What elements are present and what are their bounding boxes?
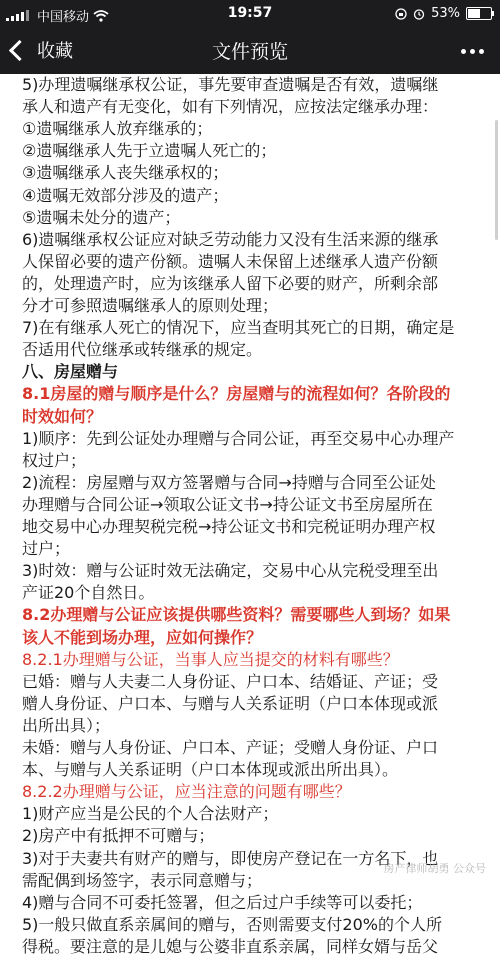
battery-icon <box>466 7 492 20</box>
document-text-line: 权过户； <box>22 450 87 470</box>
document-text-line: ③遗嘱继承人丧失继承权的； <box>22 163 229 183</box>
document-text-line: ④遗嘱无效部分涉及的遗产； <box>22 185 229 205</box>
more-button[interactable] <box>461 49 484 54</box>
document-text-line: ⑤遗嘱未处分的遗产； <box>22 207 181 227</box>
status-bar <box>0 0 500 28</box>
document-text-line: 3)时效：赠与公证时效无法确定，交易中心从完税受理至出 <box>22 561 439 581</box>
status-right <box>395 6 492 21</box>
document-text-line: 的，处理遗产时，应为该继承人留下必要的财产，所剩余部 <box>22 273 439 293</box>
document-text-line: 人保留必要的遗产份额。遗嘱人未保留上述继承人遗产份额 <box>22 251 439 271</box>
section-heading-line: 8.2办理赠与公证应该提供哪些资料？需要哪些人到场？如果 <box>22 605 451 625</box>
section-heading-line: 时效如何？ <box>22 406 103 426</box>
watermark: 房产律师胡勇 公众号 <box>383 862 486 875</box>
document-text-line: 办理赠与合同公证→领取公证文书→持公证文书至房屋所在 <box>22 494 433 514</box>
document-text-line: 3)对于夫妻共有财产的赠与，即使房产登记在一方名下，也 <box>22 848 439 868</box>
lock-rotation-icon <box>395 8 407 20</box>
more-dot-icon <box>461 49 466 54</box>
section-heading-line: 八、房屋赠与 <box>22 362 119 382</box>
document-text-line: 得税。要注意的是儿媳与公婆非直系亲属，同样女婿与岳父 <box>22 936 439 956</box>
carrier-label: 中国移动 <box>37 10 90 25</box>
nav-bar <box>0 28 500 74</box>
section-heading-line: 8.2.2办理赠与公证，应当注意的问题有哪些？ <box>22 782 351 802</box>
document-text-line: 已婚：赠与人夫妻二人身份证、户口本、结婚证、产证；受 <box>22 671 439 691</box>
document-text-line: 2)房产中有抵押不可赠与； <box>22 826 215 846</box>
document-text-line: 1)财产应当是公民的个人合法财产； <box>22 804 279 824</box>
document-text-line: 分才可参照遗嘱继承人的原则处理； <box>22 296 279 315</box>
document-text-line: 未婚：赠与人身份证、户口本、产证；受赠人身份证、户口 <box>22 738 439 757</box>
battery-fill <box>468 9 480 18</box>
more-dot-icon <box>479 49 484 54</box>
document-text-line: 1)顺序：先到公证处办理赠与合同公证，再至交易中心办理产 <box>22 428 455 448</box>
alarm-icon <box>413 8 425 20</box>
document-text-line: ①遗嘱继承人放弃继承的； <box>22 119 213 139</box>
document-text-line: 地交易中心办理契税完税→持公证文书和完税证明办理产权 <box>22 517 436 536</box>
document-text-line: 过户； <box>22 539 71 559</box>
document-text-line: 2)流程：房屋赠与双方签署赠与合同→持赠与合同至公证处 <box>22 472 436 492</box>
document-text-line: 需配偶到场签字，表示同意赠与； <box>22 870 263 890</box>
document-text-line: 5)一般只做直系亲属间的赠与，否则需要支付20%的个人所 <box>22 914 442 934</box>
document-text-line: 6)遗嘱继承权公证应对缺乏劳动能力又没有生活来源的继承 <box>22 229 439 249</box>
page-title: 文件预览 <box>211 41 288 63</box>
battery-percent: 53% <box>431 6 460 21</box>
scrollbar[interactable] <box>495 120 498 240</box>
document-text-line: 出所出具）； <box>22 715 111 735</box>
document-text-line: 5)办理遗嘱继承权公证，事先要审查遗嘱是否有效，遗嘱继 <box>22 75 439 94</box>
section-heading-line: 该人不能到场办理，应如何操作？ <box>22 627 263 647</box>
status-time: 19:57 <box>227 5 273 21</box>
section-heading-line: 8.2.1办理赠与公证，当事人应当提交的材料有哪些？ <box>22 649 399 669</box>
document-preview[interactable] <box>0 74 500 956</box>
more-dot-icon <box>470 49 475 54</box>
document-text-line: 7)在有继承人死亡的情况下，应当查明其死亡的日期，确定是 <box>22 318 455 338</box>
document-text-line: 4)赠与合同不可委托签署，但之后过户手续等可以委托； <box>22 892 423 912</box>
document-text-line: 产证20个自然日。 <box>22 583 155 603</box>
document-text-line: 本、与赠与人关系证明（户口本体现或派出所出具）。 <box>22 760 399 780</box>
document-text-line: 赠人身份证、户口本、与赠与人关系证明（户口本体现或派 <box>22 693 439 713</box>
section-heading-line: 8.1房屋的赠与顺序是什么？房屋赠与的流程如何？各阶段的 <box>22 384 451 404</box>
document-text-line: 承人和遗产有无变化，如有下列情况，应按法定继承办理： <box>22 97 439 117</box>
back-label: 收藏 <box>37 41 73 62</box>
document-text-line: 否适用代位继承或转继承的规定。 <box>22 340 263 360</box>
document-text-line: ②遗嘱继承人先于立遗嘱人死亡的； <box>22 141 277 161</box>
